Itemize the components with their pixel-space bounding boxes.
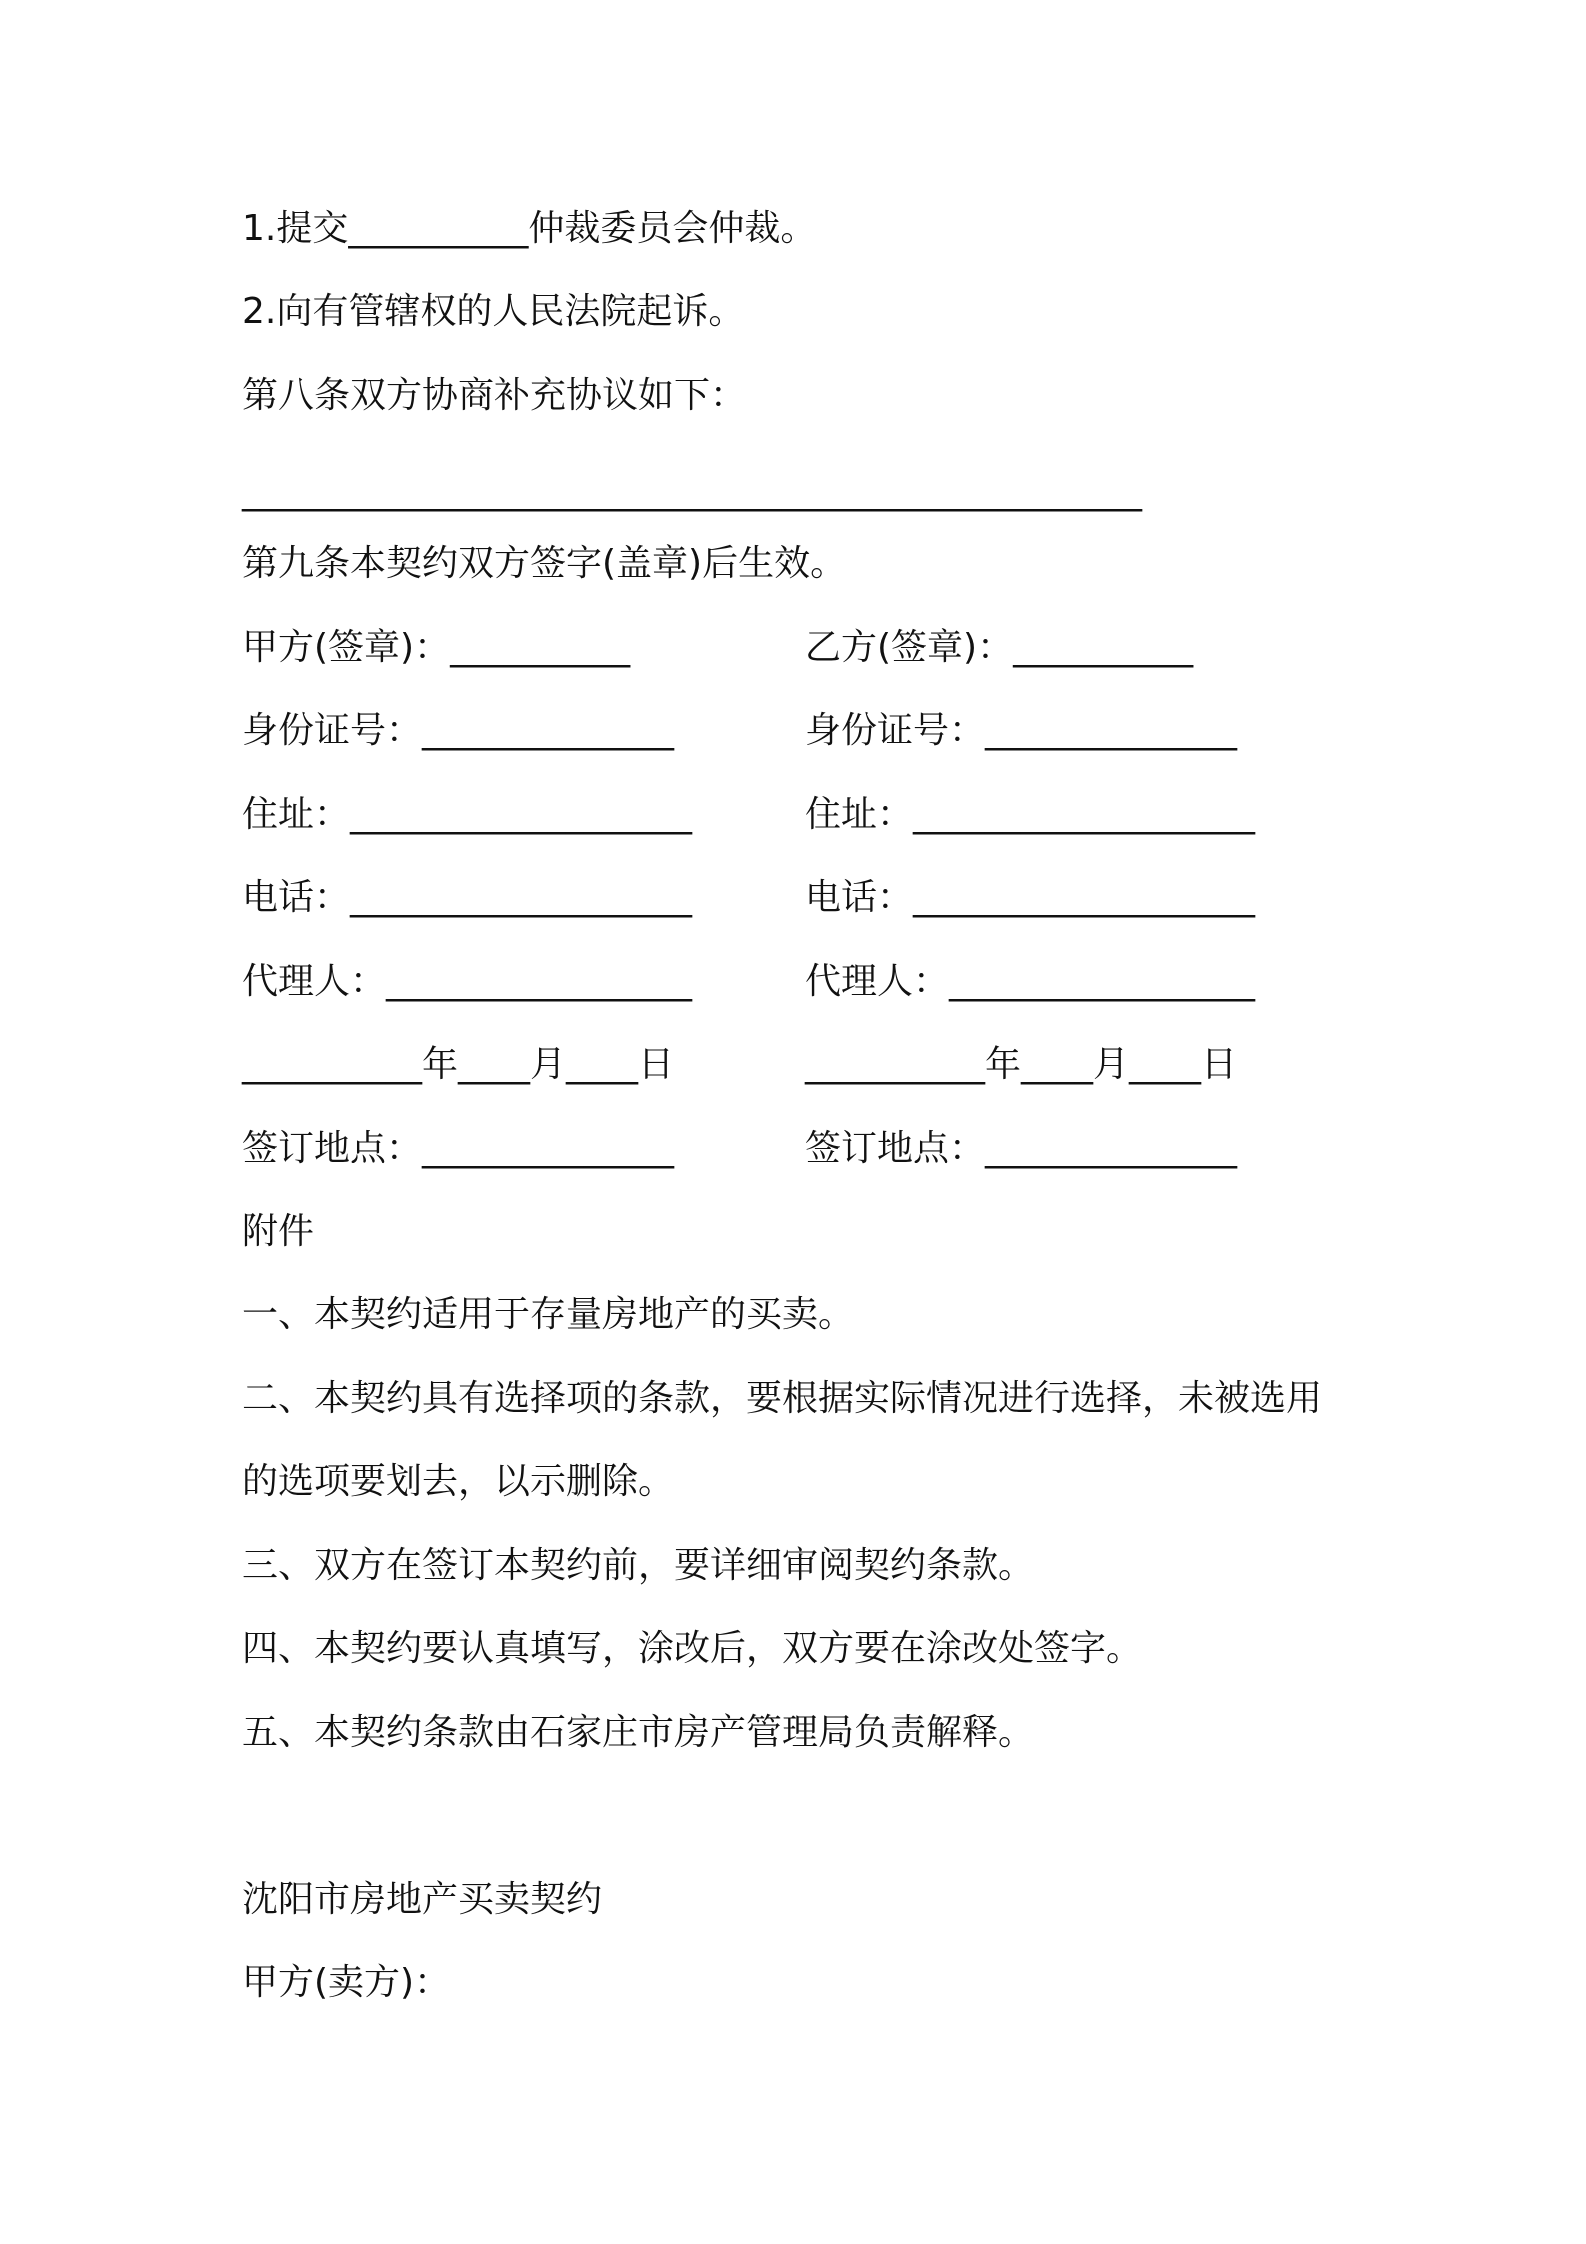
party-b-address: 住址：___________________: [805, 794, 1256, 835]
party-a-id-number: 身份证号：______________: [242, 710, 675, 751]
party-b-phone: 电话：___________________: [805, 877, 1256, 918]
party-a-seller-label: 甲方(卖方)：: [242, 1962, 451, 2003]
appendix-item-2: 二、本契约具有选择项的条款，要根据实际情况进行选择，未被选用: [242, 1378, 1323, 1419]
party-b-date: __________年____月____日: [805, 1044, 1237, 1085]
appendix-item-1: 一、本契约适用于存量房地产的买卖。: [242, 1294, 855, 1335]
clause-lawsuit: 2.向有管辖权的人民法院起诉。: [242, 291, 745, 332]
party-b-signature: 乙方(签章)：__________: [805, 627, 1194, 668]
party-a-address: 住址：___________________: [242, 794, 693, 835]
article-nine: 第九条本契约双方签字(盖章)后生效。: [242, 543, 847, 584]
appendix-item-5: 五、本契约条款由石家庄市房产管理局负责解释。: [242, 1712, 1035, 1753]
party-a-signature: 甲方(签章)：__________: [242, 627, 631, 668]
party-b-agent: 代理人：_________________: [805, 961, 1256, 1002]
clause-arbitration: 1.提交__________仲裁委员会仲裁。: [242, 208, 817, 249]
party-a-date: __________年____月____日: [242, 1044, 674, 1085]
party-b-id-number: 身份证号：______________: [805, 710, 1238, 751]
party-a-agent: 代理人：_________________: [242, 961, 693, 1002]
supplement-blank-line: __________________________________________________: [242, 471, 1142, 512]
appendix-item-3: 三、双方在签订本契约前，要详细审阅契约条款。: [242, 1545, 1035, 1586]
appendix-item-2-cont: 的选项要划去，以示删除。: [242, 1461, 675, 1502]
appendix-item-4: 四、本契约要认真填写，涂改后，双方要在涂改处签字。: [242, 1628, 1143, 1669]
party-a-phone: 电话：___________________: [242, 877, 693, 918]
appendix-heading: 附件: [242, 1211, 315, 1252]
article-eight: 第八条双方协商补充协议如下：: [242, 375, 747, 416]
party-a-signing-place: 签订地点：______________: [242, 1128, 675, 1169]
party-b-signing-place: 签订地点：______________: [805, 1128, 1238, 1169]
contract-title: 沈阳市房地产买卖契约: [242, 1879, 603, 1920]
